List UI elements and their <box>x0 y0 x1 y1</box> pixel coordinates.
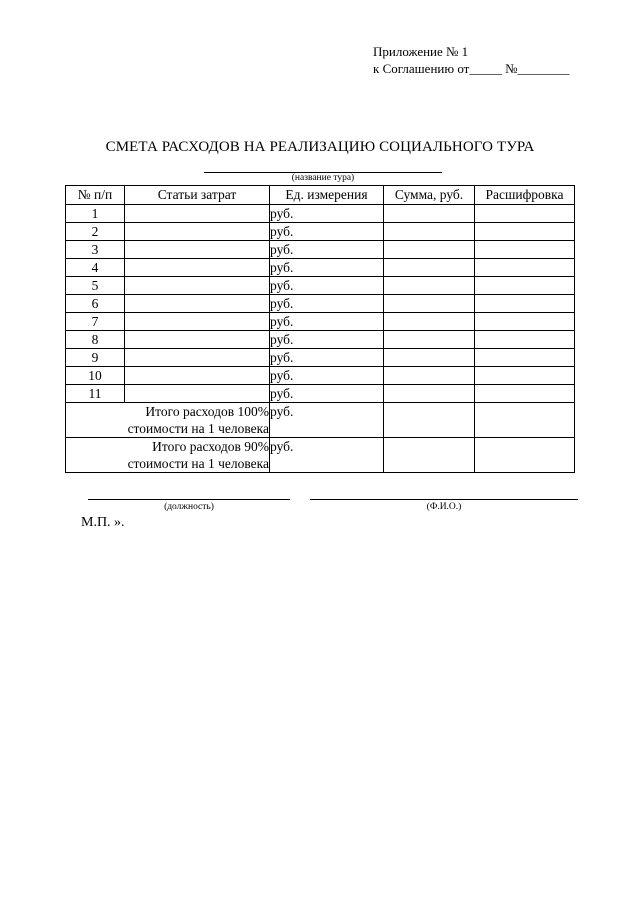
tour-name-caption: (название тура) <box>291 173 355 183</box>
unit-cell: руб. <box>270 205 384 223</box>
cost-item-cell <box>125 205 270 223</box>
table-row <box>66 385 575 403</box>
amount-cell <box>384 367 475 385</box>
total-90-amount <box>384 438 475 473</box>
row-number: 9 <box>66 349 125 367</box>
amount-cell <box>384 331 475 349</box>
unit-cell: руб. <box>270 223 384 241</box>
breakdown-cell <box>475 205 575 223</box>
amount-cell <box>384 349 475 367</box>
row-number: 6 <box>66 295 125 313</box>
total-row-100 <box>66 403 575 438</box>
table-row <box>66 295 575 313</box>
row-number: 11 <box>66 385 125 403</box>
breakdown-cell <box>475 331 575 349</box>
table-row <box>66 331 575 349</box>
header-number: № п/п <box>66 186 125 205</box>
total-100-unit: руб. <box>270 403 384 438</box>
unit-cell: руб. <box>270 331 384 349</box>
appendix-header <box>373 43 570 77</box>
amount-cell <box>384 277 475 295</box>
header-cost-items: Статьи затрат <box>125 186 270 205</box>
cost-item-cell <box>125 295 270 313</box>
total-90-breakdown <box>475 438 575 473</box>
unit-cell: руб. <box>270 349 384 367</box>
position-caption: (должность) <box>164 502 214 512</box>
estimate-table <box>65 185 575 473</box>
unit-cell: руб. <box>270 295 384 313</box>
row-number: 10 <box>66 367 125 385</box>
name-signature-line <box>310 499 578 500</box>
breakdown-cell <box>475 223 575 241</box>
breakdown-cell <box>475 241 575 259</box>
total-90-line2: стоимости на 1 человека <box>127 456 269 471</box>
stamp-placeholder: М.П. ». <box>81 515 125 530</box>
unit-cell: руб. <box>270 313 384 331</box>
amount-cell <box>384 385 475 403</box>
header-unit: Ед. измерения <box>270 186 384 205</box>
row-number: 4 <box>66 259 125 277</box>
table-row <box>66 241 575 259</box>
table-row <box>66 277 575 295</box>
breakdown-cell <box>475 367 575 385</box>
row-number: 8 <box>66 331 125 349</box>
total-100-line2: стоимости на 1 человека <box>127 421 269 436</box>
total-90-line1: Итого расходов 90% <box>152 439 269 454</box>
breakdown-cell <box>475 349 575 367</box>
breakdown-cell <box>475 385 575 403</box>
table-row <box>66 259 575 277</box>
table-row <box>66 313 575 331</box>
total-100-label <box>66 403 270 438</box>
amount-cell <box>384 223 475 241</box>
header-breakdown: Расшифровка <box>475 186 575 205</box>
table-row <box>66 349 575 367</box>
breakdown-cell <box>475 313 575 331</box>
cost-item-cell <box>125 259 270 277</box>
cost-item-cell <box>125 331 270 349</box>
breakdown-cell <box>475 277 575 295</box>
row-number: 2 <box>66 223 125 241</box>
table-header-row <box>66 186 575 205</box>
amount-cell <box>384 205 475 223</box>
cost-item-cell <box>125 349 270 367</box>
cost-item-cell <box>125 367 270 385</box>
breakdown-cell <box>475 295 575 313</box>
position-signature-line <box>88 499 290 500</box>
name-caption: (Ф.И.О.) <box>426 502 462 512</box>
total-90-unit: руб. <box>270 438 384 473</box>
total-100-amount <box>384 403 475 438</box>
table-row <box>66 367 575 385</box>
unit-cell: руб. <box>270 385 384 403</box>
unit-cell: руб. <box>270 367 384 385</box>
cost-item-cell <box>125 223 270 241</box>
cost-item-cell <box>125 385 270 403</box>
row-number: 5 <box>66 277 125 295</box>
table-row <box>66 223 575 241</box>
appendix-number: Приложение № 1 <box>373 44 469 59</box>
unit-cell: руб. <box>270 241 384 259</box>
cost-item-cell <box>125 313 270 331</box>
total-100-breakdown <box>475 403 575 438</box>
header-amount: Сумма, руб. <box>384 186 475 205</box>
agreement-reference: к Соглашению от_____ №________ <box>373 61 570 76</box>
unit-cell: руб. <box>270 259 384 277</box>
row-number: 1 <box>66 205 125 223</box>
breakdown-cell <box>475 259 575 277</box>
amount-cell <box>384 259 475 277</box>
cost-item-cell <box>125 277 270 295</box>
row-number: 3 <box>66 241 125 259</box>
amount-cell <box>384 313 475 331</box>
cost-item-cell <box>125 241 270 259</box>
total-90-label <box>66 438 270 473</box>
amount-cell <box>384 241 475 259</box>
total-row-90 <box>66 438 575 473</box>
amount-cell <box>384 295 475 313</box>
total-100-line1: Итого расходов 100% <box>145 404 269 419</box>
row-number: 7 <box>66 313 125 331</box>
unit-cell: руб. <box>270 277 384 295</box>
document-title: СМЕТА РАСХОДОВ НА РЕАЛИЗАЦИЮ СОЦИАЛЬНОГО ТУРА <box>105 139 535 155</box>
table-row <box>66 205 575 223</box>
